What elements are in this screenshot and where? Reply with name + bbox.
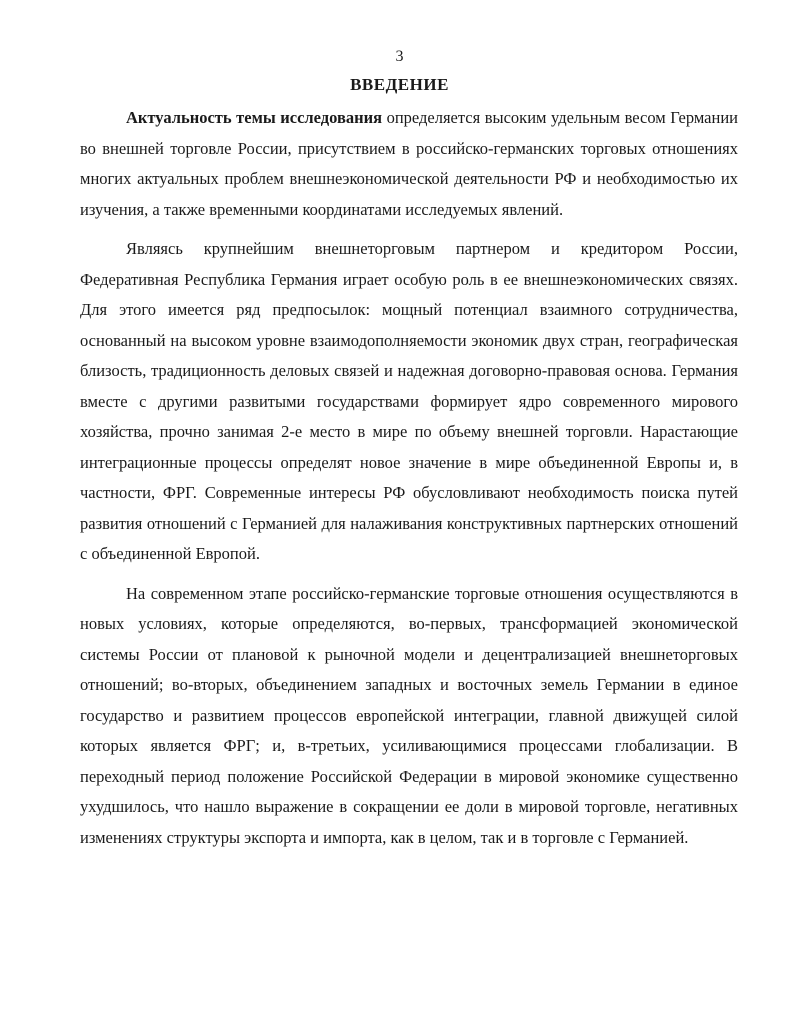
page-number: 3 — [395, 48, 404, 65]
paragraph-germany-role: Являясь крупнейшим внешнеторговым партнером и кредитором России, Федеративная Республика Германия играет особую роль в ее внешнеэкономических связях. Для этого имеется ряд предпосылок: мощный потенциал взаимного сотрудничества, основанный на высоком уровне взаимодополняемости экономик двух стран, географическая близость, традиционность деловых связей и надежная договорно-правовая основа. Германия вместе с другими развитыми государствами формирует ядро современного мирового хозяйства, прочно занимая 2-е место в мире по объему внешней торговли. Нарастающие интеграционные процессы определят новое значение в мире объединенной Европы и, в частности, ФРГ. Современные интересы РФ обусловливают необходимость поиска путей развития отношений с Германией для налаживания конструктивных партнерских отношений с объединенной Европой. — [80, 239, 738, 563]
paragraph-current-stage: На современном этапе российско-германские торговые отношения осуществляются в новых условиях, которые определяются, во-первых, трансформацией экономической системы России от плановой к рыночной модели и децентрализацией внешнеторговых отношений; во-вторых, объединением западных и восточных земель Германии в единое государство и развитием процессов европейской интеграции, главной движущей силой которых является ФРГ; и, в-третьих, усиливающимися процессами глобализации. В переходный период положение Российской Федерации в мировой экономике существенно ухудшилось, что нашло выражение в сокращении ее доли в мировой торговле, негативных изменениях структуры экспорта и импорта, как в целом, так и в торговле с Германией. — [80, 583, 738, 847]
paragraph-relevance — [80, 103, 738, 225]
section-heading: ВВЕДЕНИЕ — [350, 75, 449, 94]
paragraph-lead: Актуальность темы исследования — [126, 108, 383, 127]
paragraph-text: определяется высоким удельным весом Германии во внешней торговле России, присутствием в российско-германских торговых отношениях многих актуальных проблем внешнеэкономической деятельности РФ и необходимостью их изучения, а также временными координатами исследуемых явлений. — [80, 108, 738, 219]
body-text — [80, 103, 738, 853]
